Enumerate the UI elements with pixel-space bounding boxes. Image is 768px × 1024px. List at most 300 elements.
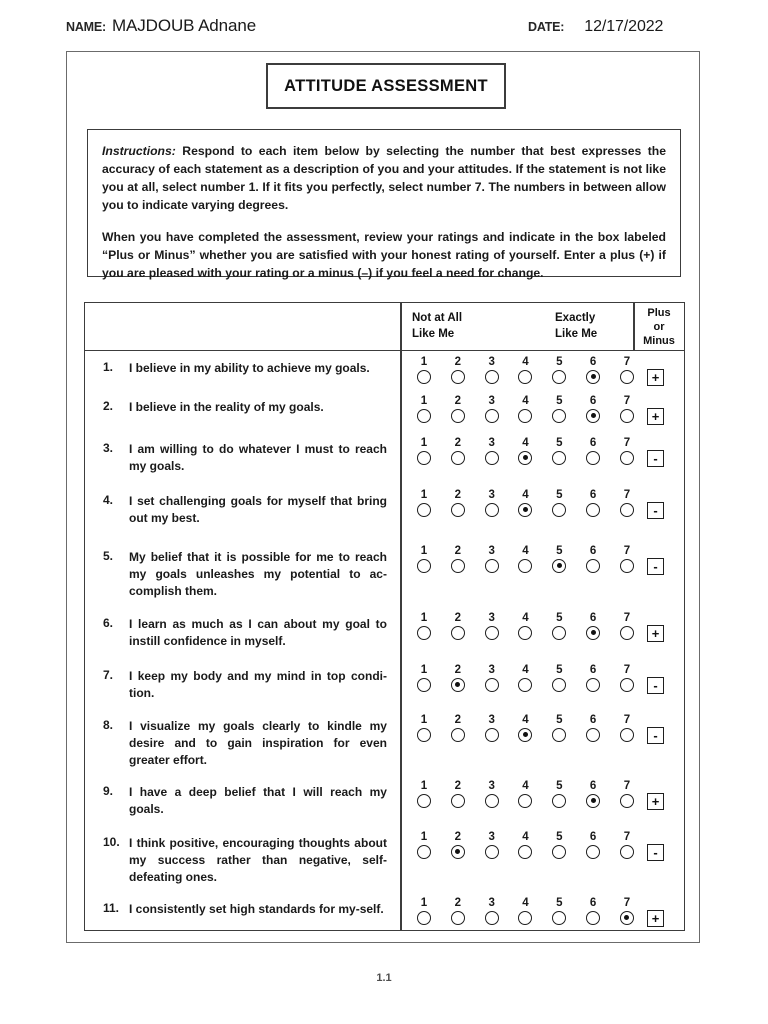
radio-option-1[interactable] [417, 503, 431, 517]
scale-number-3: 3 [488, 897, 495, 909]
page-footer: 1.1 [376, 972, 392, 984]
scale-option-cell-6[interactable] [582, 559, 604, 573]
scale-option-cell-7[interactable] [616, 409, 638, 423]
radio-option-2[interactable] [451, 559, 465, 573]
scale-radio-group [405, 911, 638, 925]
scale-number-3: 3 [488, 664, 495, 676]
row-scale [399, 609, 684, 640]
table-row [85, 542, 684, 609]
scale-radio-group [405, 409, 638, 423]
row-statement [85, 392, 399, 416]
scale-option-cell-5[interactable] [548, 845, 570, 859]
scale-number-6: 6 [589, 395, 597, 407]
scale-option-cell-7[interactable] [616, 845, 638, 859]
scale-option-cell-5[interactable] [548, 559, 570, 573]
scale-option-cell-2[interactable] [447, 911, 469, 925]
scale-number-labels [405, 357, 638, 369]
scale-number-7: 7 [623, 395, 631, 407]
row-scale [399, 351, 684, 384]
scale-number-labels [405, 665, 638, 677]
table-row [85, 777, 684, 828]
scale-option-cell-7[interactable] [616, 451, 638, 465]
scale-option-cell-1[interactable] [413, 626, 435, 640]
scale-number-5: 5 [556, 664, 563, 676]
radio-option-2[interactable] [451, 911, 465, 925]
scale-option-cell-2[interactable] [447, 728, 469, 742]
radio-option-6[interactable] [586, 794, 600, 808]
radio-option-6[interactable] [586, 451, 600, 465]
scale-number-3: 3 [488, 437, 495, 449]
radio-option-7[interactable] [620, 451, 634, 465]
radio-option-3[interactable] [485, 370, 499, 384]
scale-option-cell-3[interactable] [481, 845, 503, 859]
row-number: 4. [103, 493, 114, 507]
scale-option-cell-4[interactable] [514, 794, 536, 808]
radio-option-7[interactable] [620, 728, 634, 742]
scale-number-6: 6 [589, 897, 597, 909]
scale-number-labels [405, 490, 638, 502]
scale-number-3: 3 [488, 831, 495, 843]
row-number: 6. [103, 616, 114, 630]
scale-option-cell-2[interactable] [447, 451, 469, 465]
scale-number-2: 2 [454, 395, 462, 407]
scale-option-cell-6[interactable] [582, 409, 604, 423]
scale-option-cell-6[interactable] [582, 794, 604, 808]
assessment-title-box [266, 63, 506, 109]
radio-option-6[interactable] [586, 911, 600, 925]
scale-option-cell-4[interactable] [514, 409, 536, 423]
scale-number-3: 3 [488, 714, 495, 726]
radio-option-3[interactable] [485, 911, 499, 925]
scale-option-cell-7[interactable] [616, 911, 638, 925]
scale-option-cell-4[interactable] [514, 503, 536, 517]
scale-number-6: 6 [589, 545, 597, 557]
radio-option-6[interactable] [586, 370, 600, 384]
scale-option-cell-7[interactable] [616, 626, 638, 640]
scale-number-4: 4 [522, 545, 529, 557]
scale-radio-group [405, 728, 638, 742]
scale-number-7: 7 [623, 714, 631, 726]
scale-option-cell-3[interactable] [481, 370, 503, 384]
scale-option-cell-1[interactable] [413, 678, 435, 692]
scale-option-cell-6[interactable] [582, 728, 604, 742]
scale-number-4: 4 [522, 437, 529, 449]
radio-option-4[interactable] [518, 451, 532, 465]
row-scale [399, 392, 684, 423]
scale-number-labels [405, 832, 638, 844]
scale-number-1: 1 [420, 714, 428, 726]
scale-option-cell-3[interactable] [481, 409, 503, 423]
assessment-rows [85, 351, 684, 944]
scale-number-3: 3 [488, 612, 495, 624]
radio-option-5[interactable] [552, 451, 566, 465]
scale-number-labels [405, 438, 638, 450]
radio-option-3[interactable] [485, 503, 499, 517]
radio-option-2[interactable] [451, 845, 465, 859]
radio-option-6[interactable] [586, 845, 600, 859]
radio-option-3[interactable] [485, 794, 499, 808]
radio-option-1[interactable] [417, 559, 431, 573]
scale-option-cell-2[interactable] [447, 678, 469, 692]
scale-number-labels [405, 715, 638, 727]
radio-selected-dot [591, 630, 596, 635]
scale-option-cell-6[interactable] [582, 451, 604, 465]
scale-number-4: 4 [522, 714, 529, 726]
scale-option-cell-4[interactable] [514, 678, 536, 692]
radio-option-6[interactable] [586, 409, 600, 423]
scale-radio-group [405, 845, 638, 859]
scale-option-cell-1[interactable] [413, 794, 435, 808]
scale-number-5: 5 [556, 489, 563, 501]
scale-number-4: 4 [522, 664, 529, 676]
radio-option-5[interactable] [552, 409, 566, 423]
date-field-group [528, 18, 663, 36]
row-scale [399, 711, 684, 742]
scale-option-cell-3[interactable] [481, 559, 503, 573]
scale-option-cell-5[interactable] [548, 370, 570, 384]
radio-option-7[interactable] [620, 911, 634, 925]
radio-option-4[interactable] [518, 503, 532, 517]
row-statement-text: I believe in the reality of my goals. [129, 400, 324, 414]
radio-option-7[interactable] [620, 678, 634, 692]
radio-option-4[interactable] [518, 370, 532, 384]
scale-option-cell-3[interactable] [481, 794, 503, 808]
scale-number-5: 5 [556, 395, 563, 407]
scale-option-cell-4[interactable] [514, 626, 536, 640]
plus-minus-box[interactable]: + [647, 408, 664, 425]
scale-number-labels [405, 546, 638, 558]
row-statement [85, 661, 399, 702]
row-number: 2. [103, 399, 114, 413]
row-statement [85, 894, 399, 918]
scale-option-cell-5[interactable] [548, 409, 570, 423]
row-statement-text: My belief that it is possible for me to reach my goals unleashes my potential to ac-complish them. [129, 550, 387, 599]
scale-option-cell-6[interactable] [582, 503, 604, 517]
scale-number-5: 5 [556, 356, 563, 368]
radio-option-1[interactable] [417, 911, 431, 925]
radio-option-6[interactable] [586, 503, 600, 517]
scale-option-cell-5[interactable] [548, 678, 570, 692]
radio-option-4[interactable] [518, 409, 532, 423]
radio-option-3[interactable] [485, 678, 499, 692]
radio-option-5[interactable] [552, 370, 566, 384]
radio-option-2[interactable] [451, 626, 465, 640]
scale-number-7: 7 [623, 897, 631, 909]
row-statement-text: I keep my body and my mind in top condi-tion. [129, 669, 387, 701]
radio-option-2[interactable] [451, 503, 465, 517]
scale-option-cell-4[interactable] [514, 370, 536, 384]
scale-option-cell-2[interactable] [447, 503, 469, 517]
table-row [85, 661, 684, 711]
radio-selected-dot [557, 563, 562, 568]
scale-option-cell-1[interactable] [413, 370, 435, 384]
radio-option-3[interactable] [485, 559, 499, 573]
body-divider-statements [400, 351, 402, 930]
radio-option-1[interactable] [417, 451, 431, 465]
scale-option-cell-5[interactable] [548, 911, 570, 925]
radio-option-5[interactable] [552, 911, 566, 925]
radio-option-5[interactable] [552, 794, 566, 808]
scale-option-cell-6[interactable] [582, 678, 604, 692]
date-value: 12/17/2022 [584, 18, 664, 35]
table-row [85, 486, 684, 542]
scale-option-cell-5[interactable] [548, 626, 570, 640]
table-body [85, 351, 684, 930]
scale-option-cell-3[interactable] [481, 911, 503, 925]
row-statement-text: I visualize my goals clearly to kindle my desire and to gain inspiration for even greater effort. [129, 719, 387, 768]
scale-number-5: 5 [556, 897, 563, 909]
scale-option-cell-6[interactable] [582, 626, 604, 640]
radio-option-5[interactable] [552, 845, 566, 859]
scale-number-3: 3 [488, 395, 495, 407]
scale-number-7: 7 [623, 612, 631, 624]
scale-option-cell-1[interactable] [413, 845, 435, 859]
name-field-group [66, 16, 256, 36]
page-title: ATTITUDE ASSESSMENT [284, 76, 488, 95]
row-scale [399, 828, 684, 859]
radio-selected-dot [523, 455, 528, 460]
radio-option-1[interactable] [417, 845, 431, 859]
scale-option-cell-5[interactable] [548, 794, 570, 808]
scale-number-4: 4 [522, 489, 529, 501]
row-number: 11. [103, 901, 120, 915]
scale-number-1: 1 [420, 395, 428, 407]
scale-number-2: 2 [454, 612, 462, 624]
scale-option-cell-7[interactable] [616, 728, 638, 742]
scale-option-cell-6[interactable] [582, 845, 604, 859]
plus-minus-box[interactable]: + [647, 369, 664, 386]
radio-option-5[interactable] [552, 503, 566, 517]
scale-number-4: 4 [522, 897, 529, 909]
row-number: 3. [103, 441, 114, 455]
scale-option-cell-7[interactable] [616, 794, 638, 808]
table-row [85, 609, 684, 661]
radio-option-1[interactable] [417, 370, 431, 384]
scale-option-cell-3[interactable] [481, 503, 503, 517]
radio-option-4[interactable] [518, 845, 532, 859]
scale-option-cell-5[interactable] [548, 728, 570, 742]
row-statement [85, 711, 399, 769]
scale-option-cell-1[interactable] [413, 728, 435, 742]
scale-number-1: 1 [420, 612, 428, 624]
scale-option-cell-6[interactable] [582, 911, 604, 925]
plus-minus-box[interactable]: - [647, 502, 664, 519]
page-frame [66, 51, 700, 943]
radio-option-1[interactable] [417, 409, 431, 423]
plus-minus-box[interactable]: + [647, 910, 664, 927]
radio-option-2[interactable] [451, 728, 465, 742]
radio-selected-dot [624, 915, 629, 920]
scale-radio-group [405, 503, 638, 517]
table-row [85, 894, 684, 944]
radio-option-6[interactable] [586, 559, 600, 573]
row-scale [399, 661, 684, 692]
radio-option-3[interactable] [485, 728, 499, 742]
scale-number-7: 7 [623, 437, 631, 449]
scale-number-5: 5 [556, 714, 563, 726]
table-row [85, 434, 684, 486]
scale-option-cell-7[interactable] [616, 370, 638, 384]
radio-option-3[interactable] [485, 626, 499, 640]
scale-option-cell-7[interactable] [616, 678, 638, 692]
radio-selected-dot [523, 507, 528, 512]
scale-option-cell-2[interactable] [447, 626, 469, 640]
instructions-paragraph-2: When you have completed the assessment, review your ratings and indicate in the box labeled “Plus or Minus” whether you are satisfied with your honest rating of yourself. Enter a plus (+) if you are pleased with your rating or a minus (–) if you feel a need for change. [102, 230, 666, 281]
row-scale [399, 777, 684, 808]
scale-option-cell-3[interactable] [481, 678, 503, 692]
radio-option-6[interactable] [586, 728, 600, 742]
row-number: 1. [103, 360, 114, 374]
radio-option-2[interactable] [451, 370, 465, 384]
scale-option-cell-1[interactable] [413, 911, 435, 925]
scale-radio-group [405, 626, 638, 640]
radio-option-1[interactable] [417, 678, 431, 692]
scale-option-cell-3[interactable] [481, 451, 503, 465]
row-scale [399, 894, 684, 925]
radio-option-2[interactable] [451, 678, 465, 692]
radio-option-5[interactable] [552, 626, 566, 640]
radio-option-4[interactable] [518, 794, 532, 808]
table-row [85, 828, 684, 894]
row-statement-text: I consistently set high standards for my-self. [129, 902, 384, 916]
scale-option-cell-1[interactable] [413, 559, 435, 573]
scale-number-labels [405, 613, 638, 625]
scale-option-cell-7[interactable] [616, 559, 638, 573]
scale-number-6: 6 [589, 714, 597, 726]
scale-option-cell-1[interactable] [413, 409, 435, 423]
column-header-not-at-all: Not at All Like Me [412, 312, 463, 340]
row-statement [85, 777, 399, 818]
radio-option-5[interactable] [552, 678, 566, 692]
row-number: 7. [103, 668, 114, 682]
document-header [0, 0, 768, 48]
scale-number-labels [405, 898, 638, 910]
plus-minus-box[interactable]: + [647, 625, 664, 642]
row-statement [85, 351, 399, 377]
radio-option-4[interactable] [518, 678, 532, 692]
assessment-table [84, 302, 685, 931]
scale-number-6: 6 [589, 489, 597, 501]
plus-minus-box[interactable]: - [647, 727, 664, 744]
scale-option-cell-1[interactable] [413, 451, 435, 465]
scale-number-6: 6 [589, 356, 597, 368]
row-statement [85, 434, 399, 475]
radio-option-1[interactable] [417, 728, 431, 742]
scale-option-cell-7[interactable] [616, 503, 638, 517]
radio-option-4[interactable] [518, 911, 532, 925]
radio-option-2[interactable] [451, 794, 465, 808]
radio-option-4[interactable] [518, 626, 532, 640]
radio-option-7[interactable] [620, 794, 634, 808]
column-header-exactly-like-me: Exactly Like Me [555, 312, 598, 340]
scale-number-3: 3 [488, 356, 495, 368]
radio-option-4[interactable] [518, 728, 532, 742]
radio-option-1[interactable] [417, 626, 431, 640]
scale-number-5: 5 [556, 780, 563, 792]
radio-option-7[interactable] [620, 559, 634, 573]
radio-option-6[interactable] [586, 678, 600, 692]
scale-number-1: 1 [420, 897, 428, 909]
radio-option-7[interactable] [620, 845, 634, 859]
plus-minus-box[interactable]: - [647, 450, 664, 467]
scale-number-labels [405, 396, 638, 408]
scale-number-4: 4 [522, 831, 529, 843]
radio-option-5[interactable] [552, 559, 566, 573]
row-number: 5. [103, 549, 114, 563]
scale-number-2: 2 [454, 489, 462, 501]
scale-number-5: 5 [556, 437, 563, 449]
instructions-box [87, 129, 681, 281]
radio-option-3[interactable] [485, 409, 499, 423]
row-statement-text: I set challenging goals for myself that bring out my best. [129, 494, 387, 526]
row-statement [85, 609, 399, 650]
plus-minus-box[interactable]: - [647, 558, 664, 575]
scale-option-cell-4[interactable] [514, 911, 536, 925]
radio-option-7[interactable] [620, 503, 634, 517]
row-statement-text: I am willing to do whatever I must to reach my goals. [129, 442, 387, 474]
scale-option-cell-4[interactable] [514, 451, 536, 465]
radio-option-2[interactable] [451, 409, 465, 423]
scale-number-6: 6 [589, 831, 597, 843]
radio-option-7[interactable] [620, 626, 634, 640]
scale-option-cell-5[interactable] [548, 451, 570, 465]
plus-minus-box[interactable]: - [647, 677, 664, 694]
scale-option-cell-2[interactable] [447, 794, 469, 808]
scale-number-7: 7 [623, 356, 631, 368]
scale-option-cell-6[interactable] [582, 370, 604, 384]
radio-option-4[interactable] [518, 559, 532, 573]
scale-number-6: 6 [589, 664, 597, 676]
scale-number-6: 6 [589, 612, 597, 624]
scale-option-cell-5[interactable] [548, 503, 570, 517]
row-statement-text: I learn as much as I can about my goal to instill confidence in myself. [129, 617, 387, 649]
row-scale [399, 434, 684, 465]
scale-option-cell-3[interactable] [481, 728, 503, 742]
table-header-row [85, 303, 684, 351]
scale-number-labels [405, 781, 638, 793]
radio-option-3[interactable] [485, 845, 499, 859]
scale-number-1: 1 [420, 545, 428, 557]
radio-option-7[interactable] [620, 370, 634, 384]
row-statement [85, 828, 399, 886]
scale-number-3: 3 [488, 545, 495, 557]
scale-option-cell-2[interactable] [447, 370, 469, 384]
radio-option-2[interactable] [451, 451, 465, 465]
radio-option-3[interactable] [485, 451, 499, 465]
scale-number-4: 4 [522, 356, 529, 368]
row-number: 8. [103, 718, 114, 732]
radio-option-1[interactable] [417, 794, 431, 808]
scale-option-cell-1[interactable] [413, 503, 435, 517]
scale-option-cell-2[interactable] [447, 409, 469, 423]
plus-minus-box[interactable]: - [647, 844, 664, 861]
scale-option-cell-3[interactable] [481, 626, 503, 640]
date-label: DATE: [528, 20, 565, 34]
scale-number-7: 7 [623, 780, 631, 792]
scale-number-2: 2 [454, 664, 462, 676]
scale-option-cell-4[interactable] [514, 728, 536, 742]
plus-minus-box[interactable]: + [647, 793, 664, 810]
radio-option-5[interactable] [552, 728, 566, 742]
scale-option-cell-4[interactable] [514, 559, 536, 573]
scale-option-cell-2[interactable] [447, 845, 469, 859]
radio-option-6[interactable] [586, 626, 600, 640]
radio-option-7[interactable] [620, 409, 634, 423]
scale-option-cell-2[interactable] [447, 559, 469, 573]
table-row [85, 392, 684, 434]
radio-selected-dot [455, 682, 460, 687]
scale-option-cell-4[interactable] [514, 845, 536, 859]
